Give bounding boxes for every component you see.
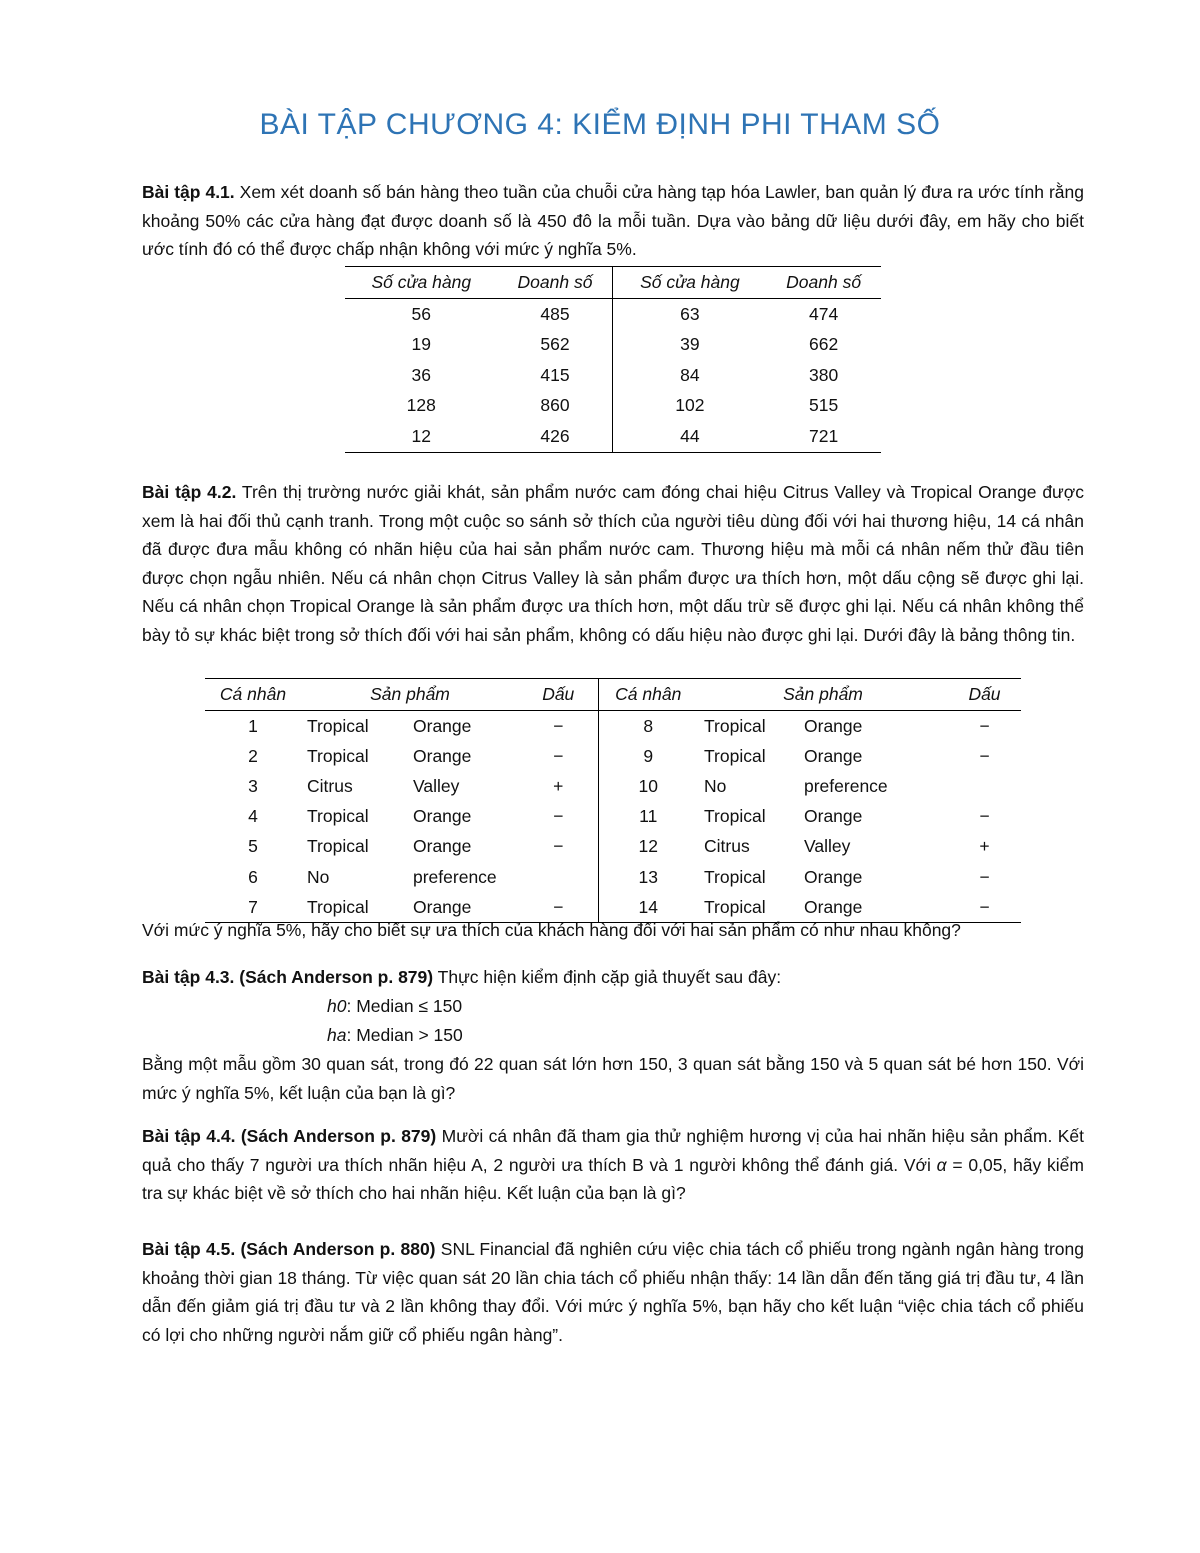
table-cell: 84 xyxy=(680,364,700,385)
table-cell: − xyxy=(519,711,598,742)
exercise-4-1-label: Bài tập 4.1. xyxy=(142,182,235,202)
exercise-4-5 xyxy=(142,1235,1084,1349)
column-header: Dấu xyxy=(948,679,1021,711)
table-row xyxy=(205,711,1021,742)
table-cell: 63 xyxy=(680,303,700,324)
table-cell: 380 xyxy=(809,364,839,385)
exercise-4-1-text: Xem xét doanh số bán hàng theo tuần của chuỗi cửa hàng tạp hóa Lawler, ban quản lý đưa ra ước tính rằng khoảng 50% các cửa hàng đạt được doanh số là 450 đô la mỗi tuần. Dựa vào bảng dữ liệu dưới đây, em hãy cho biết ước tính đó có thể được chấp nhận không với mức ý nghĩa 5%. xyxy=(142,182,1084,259)
table-cell: Orange xyxy=(804,806,863,827)
table-cell: preference xyxy=(804,775,888,796)
table-row xyxy=(345,391,881,422)
table-row xyxy=(345,421,881,452)
table-cell: 2 xyxy=(248,745,258,766)
table-cell: 12 xyxy=(638,836,658,857)
exercise-4-5-label: Bài tập 4.5. (Sách Anderson p. 880) xyxy=(142,1239,436,1259)
exercise-4-4-label: Bài tập 4.4. (Sách Anderson p. 879) xyxy=(142,1126,437,1146)
preference-table-header xyxy=(205,679,1021,711)
table-cell: 5 xyxy=(248,836,258,857)
table-row xyxy=(205,862,1021,892)
table-cell: Orange xyxy=(804,745,863,766)
table-cell: preference xyxy=(413,866,497,887)
table-cell: Tropical xyxy=(307,806,369,827)
exercise-4-4 xyxy=(142,1122,1084,1208)
exercise-4-4-text-1: Mười cá nhân đã tham gia thử nghiệm hương vị của hai nhãn hiệu sản phẩm. Kết quả cho thấy 7 người ưa thích nhãn hiệu A, 2 người ưa thích B và 1 người không thể đánh giá. Với xyxy=(142,1126,1084,1175)
table-cell: Orange xyxy=(413,745,472,766)
table-row xyxy=(205,832,1021,862)
table-cell xyxy=(519,862,598,892)
table-cell: Orange xyxy=(804,715,863,736)
table-cell: 562 xyxy=(498,330,613,361)
table-cell: 13 xyxy=(638,866,658,887)
column-header: Cá nhân xyxy=(598,679,698,711)
table-cell: Orange xyxy=(804,896,863,917)
column-header: Doanh số xyxy=(498,267,613,299)
table-cell: 1 xyxy=(248,715,258,736)
table-row xyxy=(345,330,881,361)
table-cell: Tropical xyxy=(704,745,766,766)
table-cell: − xyxy=(519,892,598,923)
hypothesis-ha xyxy=(327,1025,463,1046)
column-header: Sản phẩm xyxy=(301,679,519,711)
table-cell: 415 xyxy=(498,360,613,391)
column-header: Dấu xyxy=(519,679,598,711)
table-row xyxy=(345,360,881,391)
table-cell: 4 xyxy=(248,806,258,827)
table-cell: 662 xyxy=(809,334,839,355)
exercise-4-3-body: Bằng một mẫu gồm 30 quan sát, trong đó 22 quan sát lớn hơn 150, 3 quan sát bằng 150 và 5 quan sát bé hơn 150. Với mức ý nghĩa 5%, kết luận của bạn là gì? xyxy=(142,1054,1084,1103)
ha-statement: : Median > 150 xyxy=(346,1025,463,1045)
table-cell: No xyxy=(704,775,727,796)
table-cell: − xyxy=(519,741,598,771)
exercise-4-3 xyxy=(142,967,781,988)
table-cell: Tropical xyxy=(704,715,766,736)
ha-symbol: ha xyxy=(327,1025,347,1045)
exercise-4-5-text: SNL Financial đã nghiên cứu việc chia tách cổ phiếu trong ngành ngân hàng trong khoảng thời gian 18 tháng. Từ việc quan sát 20 lần chia tách cổ phiếu nhận thấy: 14 lần dẫn đến tăng giá trị đầu tư, 4 lần dẫn đến giảm giá trị đầu tư và 2 lần không thay đổi. Với mức ý nghĩa 5%, bạn hãy cho kết luận “việc chia tách cổ phiếu có lợi cho những người nắm giữ cổ phiếu ngân hàng”. xyxy=(142,1239,1084,1345)
exercise-4-3-label: Bài tập 4.3. (Sách Anderson p. 879) xyxy=(142,967,434,987)
table-cell xyxy=(948,771,1021,801)
alpha-symbol: α xyxy=(936,1154,947,1175)
table-row xyxy=(205,771,1021,801)
table-cell: Orange xyxy=(413,896,472,917)
table-cell: + xyxy=(979,836,990,857)
exercise-4-2-label: Bài tập 4.2. xyxy=(142,482,237,502)
table-cell: No xyxy=(307,866,330,887)
table-cell: 12 xyxy=(411,425,431,446)
table-cell: 19 xyxy=(411,334,431,355)
table-row xyxy=(205,892,1021,923)
exercise-4-1 xyxy=(142,178,1084,264)
table-cell: 474 xyxy=(809,303,839,324)
preference-table xyxy=(205,678,1021,923)
table-cell: 39 xyxy=(680,334,700,355)
table-cell: Tropical xyxy=(307,745,369,766)
table-cell: 426 xyxy=(498,421,613,452)
table-cell: − xyxy=(979,715,990,736)
table-cell: Tropical xyxy=(704,896,766,917)
exercise-4-2-text: Trên thị trường nước giải khát, sản phẩm nước cam đóng chai hiệu Citrus Valley và Tropical Orange được xem là hai đối thủ cạnh tranh. Trong một cuộc so sánh sở thích của người tiêu dùng đối với hai thương hiệu, 14 cá nhân đã được đưa mẫu không có nhãn hiệu của hai sản phẩm nước cam. Thương hiệu mà mỗi cá nhân nếm thử đầu tiên được chọn ngẫu nhiên. Nếu cá nhân chọn Citrus Valley là sản phẩm được ưa thích hơn, một dấu cộng sẽ được ghi lại. Nếu cá nhân chọn Tropical Orange là sản phẩm được ưa thích hơn, một dấu trừ sẽ được ghi lại. Nếu cá nhân không thể bày tỏ sự khác biệt trong sở thích đối với hai sản phẩm, không có dấu hiệu nào được ghi lại. Dưới đây là bảng thông tin. xyxy=(142,482,1084,645)
table-cell: − xyxy=(979,896,990,917)
table-cell: Citrus xyxy=(704,836,750,857)
h0-symbol: h0 xyxy=(327,996,347,1016)
table-cell: Valley xyxy=(413,775,460,796)
table-cell: 3 xyxy=(248,775,258,796)
table-cell: Citrus xyxy=(307,775,353,796)
table-cell: Orange xyxy=(413,836,472,857)
table-cell: 128 xyxy=(406,395,436,416)
table-cell: − xyxy=(979,806,990,827)
table-cell: Tropical xyxy=(704,866,766,887)
table-cell: 11 xyxy=(639,806,658,827)
table-cell: 44 xyxy=(680,425,700,446)
table-cell: 36 xyxy=(411,364,431,385)
table-cell: 721 xyxy=(809,425,839,446)
exercise-4-2-question: Với mức ý nghĩa 5%, hãy cho biết sự ưa thích của khách hàng đối với hai sản phẩm có như nhau không? xyxy=(142,920,961,940)
h0-statement: : Median ≤ 150 xyxy=(346,996,463,1016)
column-header: Số cửa hàng xyxy=(345,267,498,299)
table-cell: 7 xyxy=(248,896,258,917)
column-header: Doanh số xyxy=(766,267,881,299)
table-cell: Valley xyxy=(804,836,851,857)
table-cell: Tropical xyxy=(704,806,766,827)
table-cell: 485 xyxy=(498,299,613,330)
exercise-4-3-text: Thực hiện kiểm định cặp giả thuyết sau đây: xyxy=(433,967,782,987)
table-cell: 9 xyxy=(643,745,654,766)
table-cell: Orange xyxy=(804,866,863,887)
exercise-4-4-text-2: = 0,05, hãy kiểm tra sự khác biệt về sở thích cho hai nhãn hiệu. Kết luận của bạn là gì? xyxy=(142,1154,1084,1203)
column-header: Cá nhân xyxy=(205,679,301,711)
table-cell: 14 xyxy=(638,896,658,917)
table-row xyxy=(345,299,881,330)
table-cell: − xyxy=(519,802,598,832)
table-cell: 56 xyxy=(411,303,431,324)
table-cell: − xyxy=(519,832,598,862)
table-cell: − xyxy=(979,745,990,766)
sales-table xyxy=(345,266,881,453)
table-cell: − xyxy=(979,866,990,887)
table-cell: + xyxy=(519,771,598,801)
hypothesis-h0 xyxy=(327,996,462,1017)
table-cell: 102 xyxy=(675,395,705,416)
page-title: BÀI TẬP CHƯƠNG 4: KIỂM ĐỊNH PHI THAM SỐ xyxy=(259,108,941,141)
table-cell: Orange xyxy=(413,715,472,736)
table-cell: 515 xyxy=(809,395,839,416)
exercise-4-2 xyxy=(142,478,1084,649)
table-row xyxy=(205,741,1021,771)
table-cell: Orange xyxy=(413,806,472,827)
table-cell: 8 xyxy=(643,715,654,736)
table-cell: Tropical xyxy=(307,715,369,736)
column-header: Sản phẩm xyxy=(698,679,948,711)
sales-table-header xyxy=(345,267,881,299)
table-cell: 10 xyxy=(638,775,658,796)
table-cell: 860 xyxy=(498,391,613,422)
column-header: Số cửa hàng xyxy=(613,267,766,299)
table-row xyxy=(205,802,1021,832)
table-cell: Tropical xyxy=(307,836,369,857)
table-cell: Tropical xyxy=(307,896,369,917)
table-cell: 6 xyxy=(248,866,258,887)
